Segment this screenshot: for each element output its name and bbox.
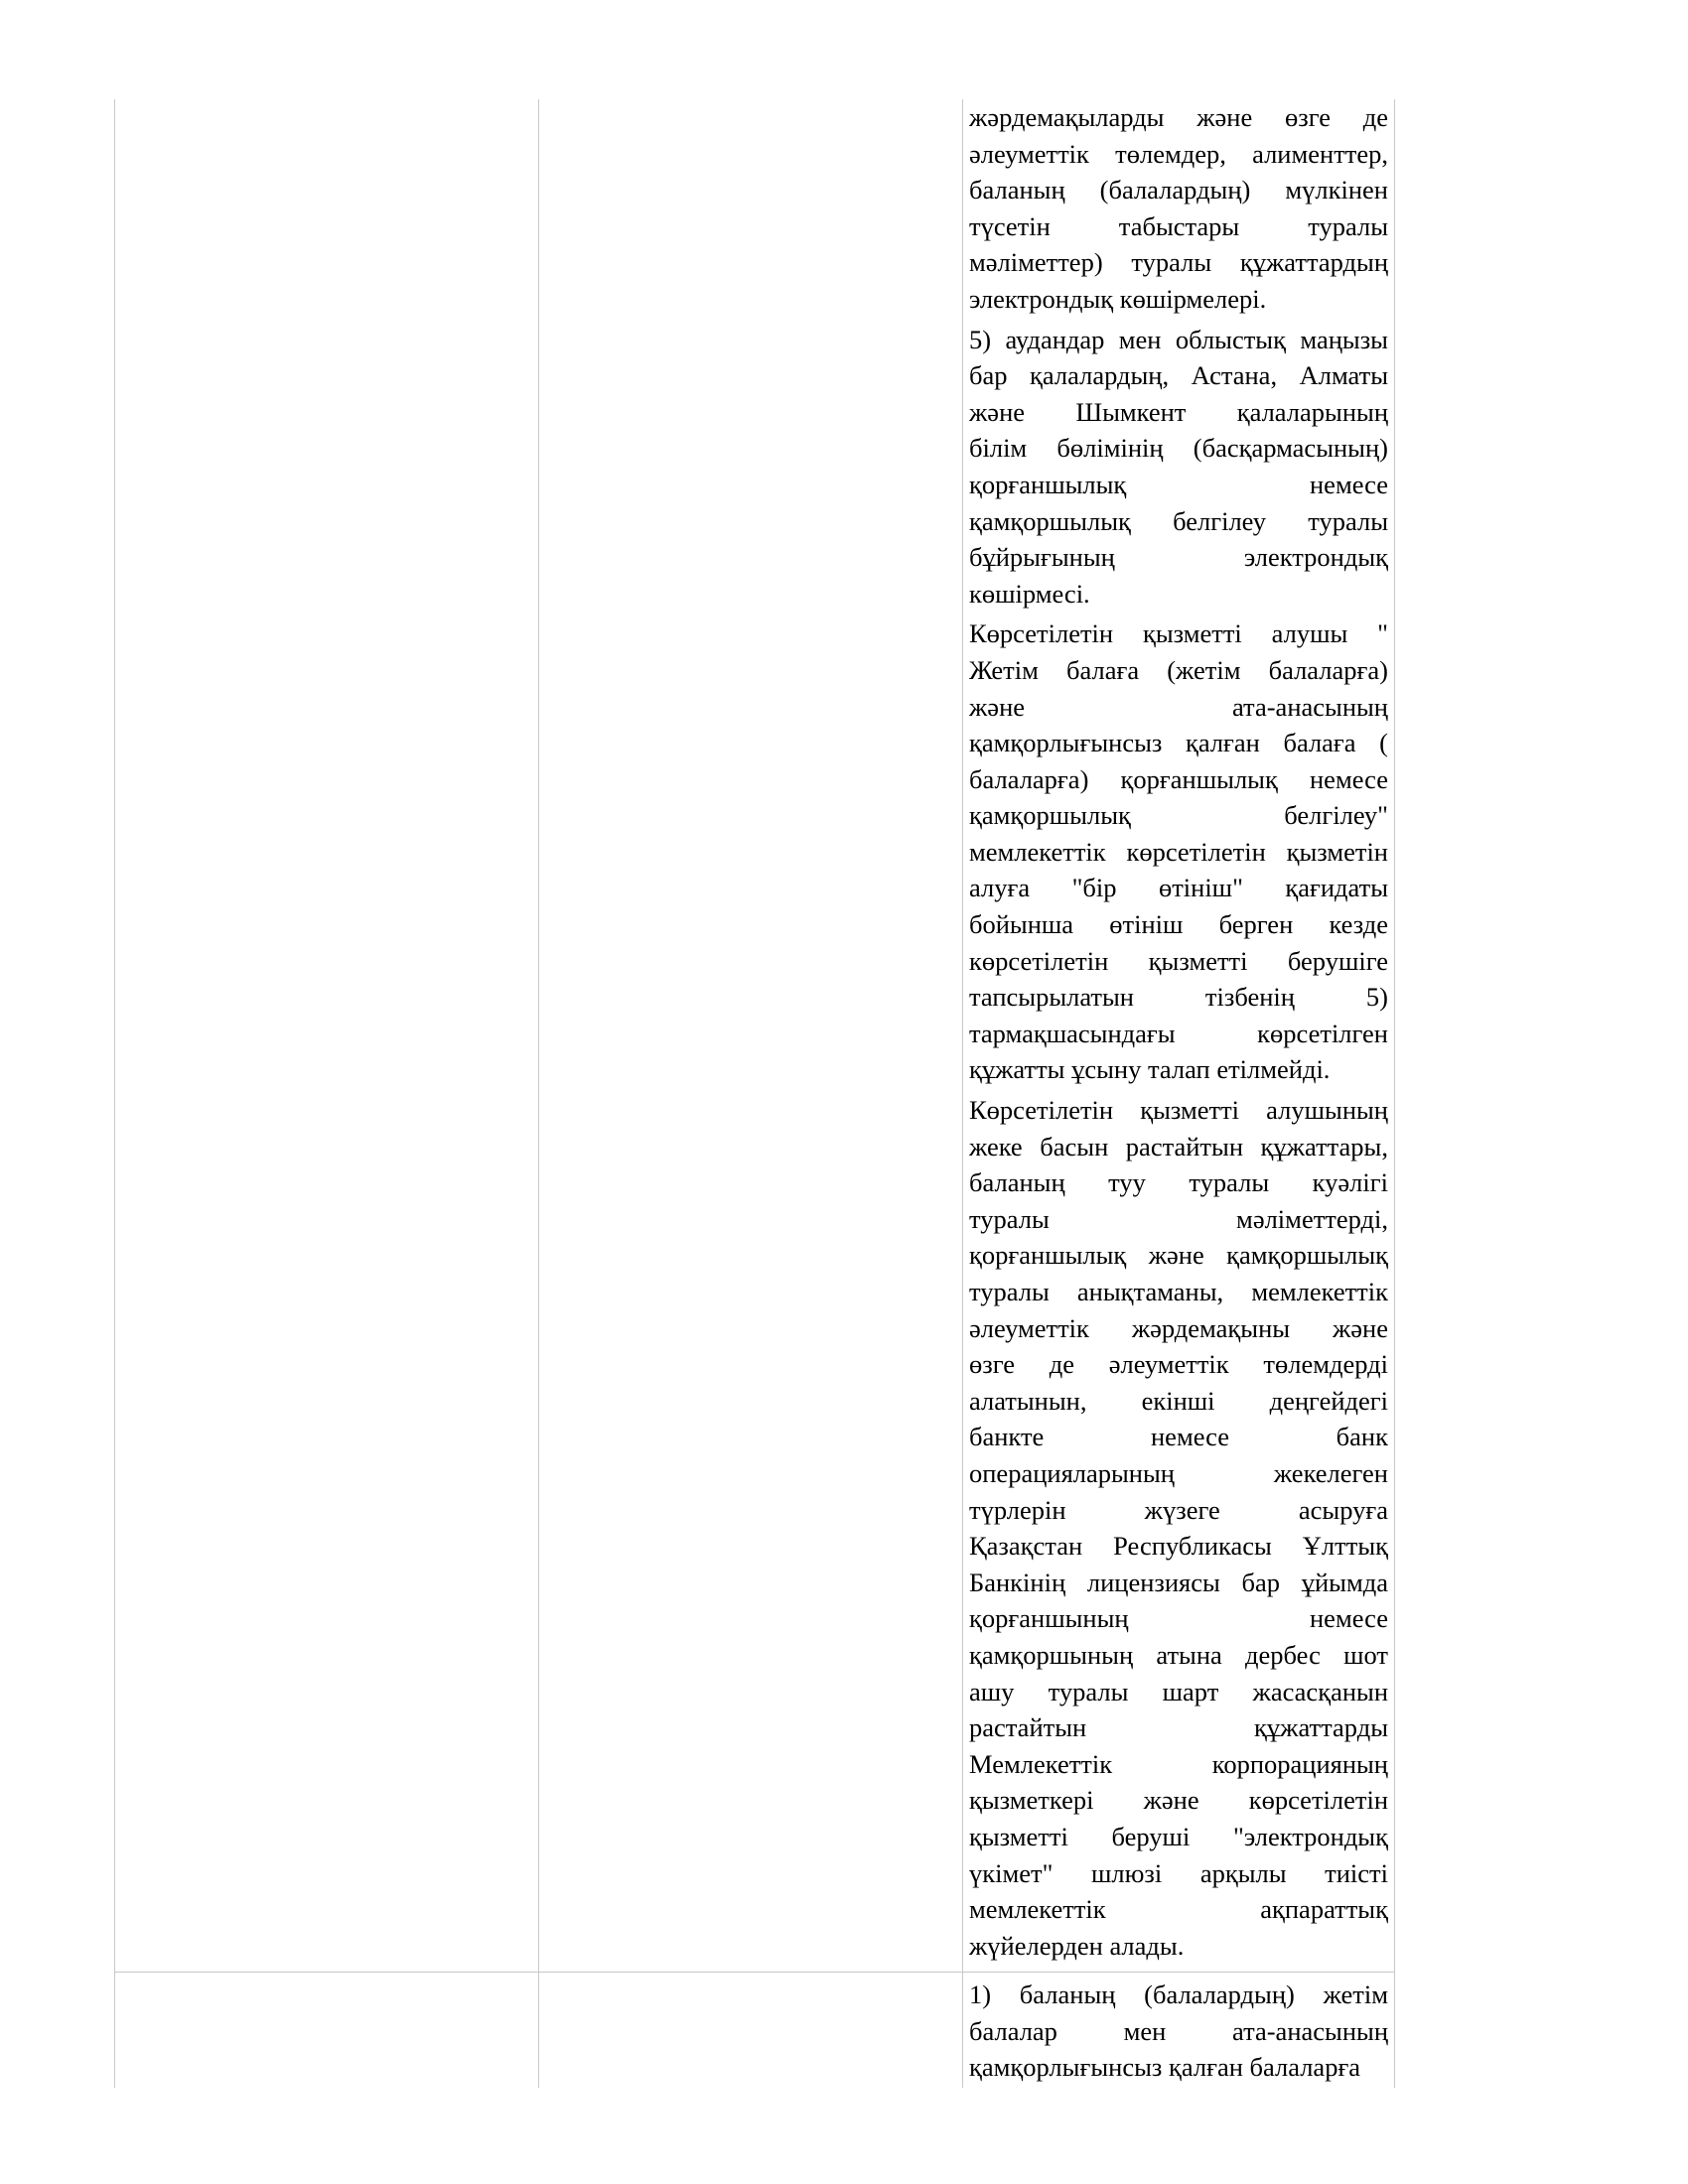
text-line: әлеуметтік жәрдемақыны және [969, 1312, 1388, 1343]
text-line: балаларға) қорғаншылық немесе [969, 763, 1388, 794]
text-line: көшірмесі. [969, 578, 1090, 609]
table-border-col2-col3 [962, 99, 963, 2088]
text-line: бұйрығының электрондық [969, 542, 1388, 573]
table-row-divider [114, 1972, 1395, 1973]
text-line: банкте немесе банк [969, 1422, 1388, 1452]
cell-paragraph [969, 99, 1388, 318]
text-line: қорғаншылық және қамқоршылық [969, 1240, 1388, 1271]
text-line: қамқорлығынсыз қалған балаларға [969, 2052, 1361, 2083]
text-line: жәрдемақыларды және өзге де [969, 102, 1388, 132]
table-row-2-col-3-cell [969, 1977, 1388, 2086]
text-line: түсетін табыстары туралы [969, 210, 1388, 241]
table-border-left [114, 99, 115, 2088]
text-line: Жетім балаға (жетім балаларға) [969, 654, 1388, 685]
text-line: мәліметтер) туралы құжаттардың [969, 247, 1388, 278]
text-line: алуға "бір өтініш" қағидаты [969, 873, 1388, 903]
text-line: электрондық көшірмелері. [969, 283, 1267, 314]
text-line: 5) аудандар мен облыстық маңызы [969, 324, 1388, 354]
text-line: растайтын құжаттарды [969, 1712, 1388, 1743]
text-line: Көрсетілетін қызметті алушы " [969, 618, 1388, 649]
table-row-1-col-3-cell [969, 99, 1388, 1964]
text-line: қамқорлығынсыз қалған балаға ( [969, 728, 1388, 758]
text-line: бар қалалардың, Астана, Алматы [969, 360, 1388, 391]
text-line: қамқоршылық белгілеу" [969, 800, 1388, 831]
cell-paragraph [969, 615, 1388, 1088]
text-line: Мемлекеттік корпорацияның [969, 1748, 1388, 1779]
text-line: қызметті беруші "электрондық [969, 1821, 1388, 1851]
text-line: мемлекеттік ақпараттық [969, 1894, 1388, 1925]
text-line: баланың туу туралы куәлігі [969, 1167, 1388, 1198]
text-line: тапсырылатын тізбенің 5) [969, 982, 1388, 1013]
text-line: баланың (балалардың) мүлкінен [969, 175, 1388, 205]
text-line: Қазақстан Республикасы Ұлттық [969, 1531, 1388, 1562]
cell-paragraph [969, 1977, 1388, 2086]
table-border-col1-col2 [538, 99, 539, 2088]
text-line: алатынын, екінші деңгейдегі [969, 1385, 1388, 1416]
text-line: жеке басын растайтын құжаттары, [969, 1131, 1388, 1161]
text-line: операцияларының жекелеген [969, 1457, 1388, 1488]
text-line: тармақшасындағы көрсетілген [969, 1018, 1388, 1048]
text-line: қорғаншының немесе [969, 1603, 1388, 1634]
text-line: туралы анықтаманы, мемлекеттік [969, 1277, 1388, 1306]
text-line: қамқоршының атына дербес шот [969, 1639, 1388, 1670]
text-line: мемлекеттік көрсетілетін қызметін [969, 836, 1388, 867]
text-line: бойынша өтініш берген кезде [969, 909, 1388, 940]
text-line: өзге де әлеуметтік төлемдерді [969, 1349, 1388, 1380]
text-line: Көрсетілетін қызметті алушының [969, 1095, 1388, 1126]
text-line: құжатты ұсыну талап етілмейді. [969, 1054, 1331, 1085]
text-line: балалар мен ата-анасының [969, 2015, 1388, 2046]
text-line: жүйелерден алады. [969, 1930, 1185, 1961]
cell-paragraph [969, 1092, 1388, 1964]
text-line: қызметкері және көрсетілетін [969, 1785, 1388, 1816]
cell-paragraph [969, 322, 1388, 613]
text-line: түрлерін жүзеге асыруға [969, 1494, 1388, 1525]
text-line: және ата-анасының [969, 691, 1388, 722]
text-line: қамқоршылық белгілеу туралы [969, 505, 1388, 536]
text-line: үкімет" шлюзі арқылы тиісті [969, 1857, 1388, 1888]
text-line: білім бөлімінің (басқармасының) [969, 433, 1388, 464]
text-line: көрсетілетін қызметті берушіге [969, 945, 1388, 976]
text-line: ашу туралы шарт жасасқанын [969, 1676, 1388, 1706]
table-border-right [1394, 99, 1395, 2088]
text-line: Банкінің лицензиясы бар ұйымда [969, 1567, 1388, 1597]
text-line: және Шымкент қалаларының [969, 396, 1388, 427]
text-line: әлеуметтік төлемдер, алименттер, [969, 138, 1388, 169]
text-line: 1) баланың (балалардың) жетім [969, 1979, 1388, 2009]
text-line: туралы мәліметтерді, [969, 1203, 1388, 1234]
text-line: қорғаншылық немесе [969, 469, 1388, 499]
